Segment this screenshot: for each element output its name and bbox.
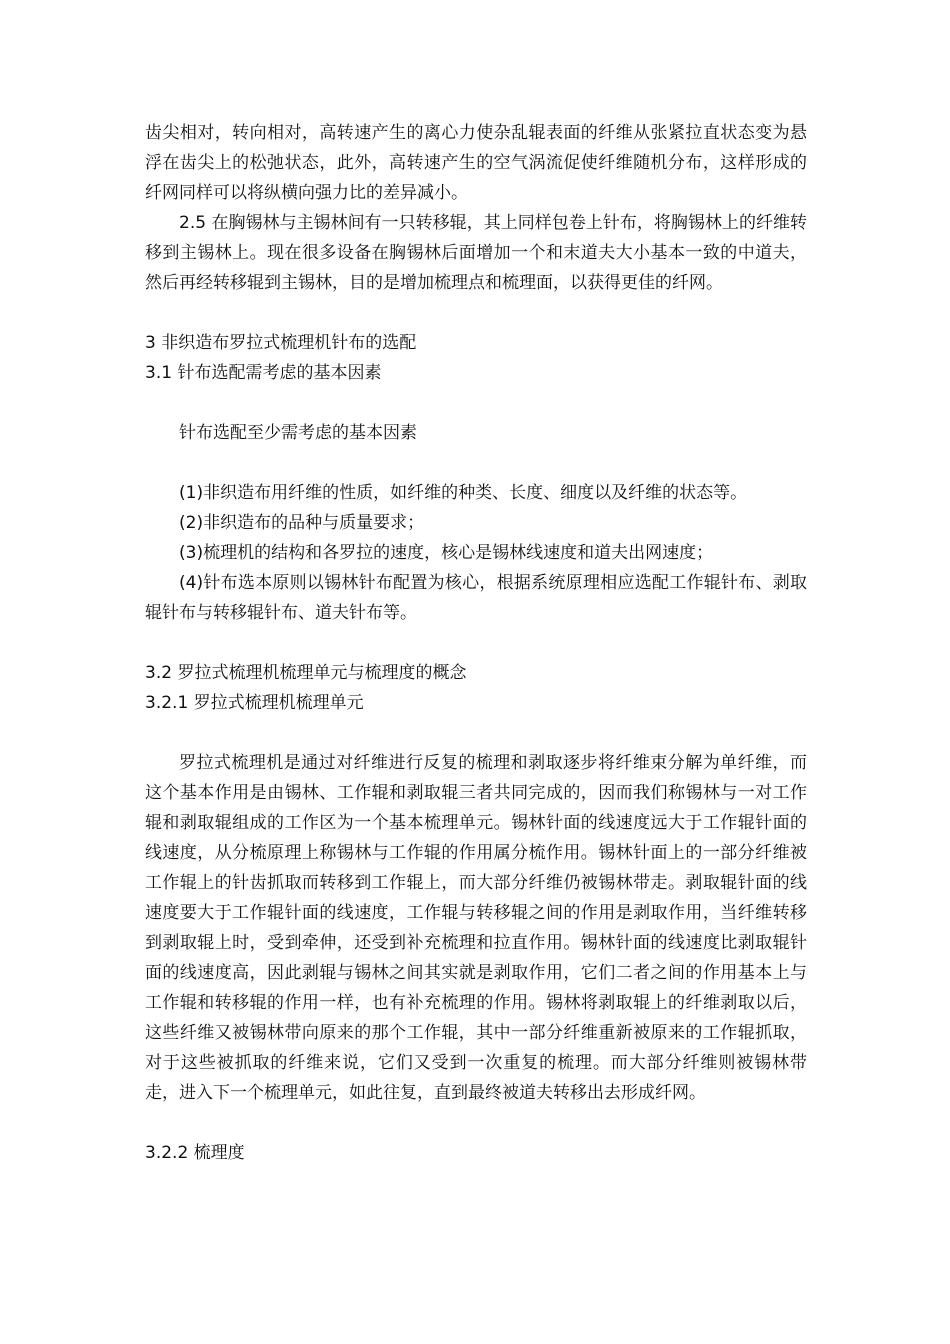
- section-heading-3-2-1: 3.2.1 罗拉式梳理机梳理单元: [145, 693, 364, 713]
- spacer: [145, 718, 807, 748]
- spacer: [145, 448, 807, 478]
- spacer: [145, 628, 807, 658]
- paragraph-3-2-1: 罗拉式梳理机是通过对纤维进行反复的梳理和剥取逐步将纤维束分解为单纤维，而这个基本作用是由锡林、工作辊和剥取辊三者共同完成的，因而我们称锡林与一对工作辊和剥取辊组成的工作区为一个基本梳理单元。锡林针面的线速度远大于工作辊针面的线速度，从分梳原理上称锡林与工作辊的作用属分梳作用。锡林针面上的一部分纤维被工作辊上的针齿抓取而转移到工作辊上，而大部分纤维仍被锡林带走。剥取辊针面的线速度要大于工作辊针面的线速度，工作辊与转移辊之间的作用是剥取作用，当纤维转移到剥取辊上时，受到牵伸，还受到补充梳理和拉直作用。锡林针面的线速度比剥取辊针面的线速度高，因此剥辊与锡林之间其实就是剥取作用，它们二者之间的作用基本上与工作辊和转移辊的作用一样，也有补充梳理的作用。锡林将剥取辊上的纤维剥取以后，这些纤维又被锡林带向原来的那个工作辊，其中一部分纤维重新被原来的工作辊抓取，对于这些被抓取的纤维来说，它们又受到一次重复的梳理。而大部分纤维则被锡林带走，进入下一个梳理单元，如此往复，直到最终被道夫转移出去形成纤网。: [145, 753, 807, 1103]
- document-body: [145, 118, 807, 1168]
- spacer: [145, 388, 807, 418]
- section-heading-3-2: 3.2 罗拉式梳理机梳理单元与梳理度的概念: [145, 663, 467, 683]
- section-heading-3: 3 非织造布罗拉式梳理机针布的选配: [145, 333, 417, 353]
- spacer: [145, 1108, 807, 1138]
- paragraph-intro: 齿尖相对，转向相对，高转速产生的离心力使杂乱辊表面的纤维从张紧拉直状态变为悬浮在齿尖上的松弛状态，此外，高转速产生的空气涡流促使纤维随机分布，这样形成的纤网同样可以将纵横向强力比的差异减小。: [145, 123, 807, 203]
- section-heading-3-2-2: 3.2.2 梳理度: [145, 1143, 245, 1163]
- spacer: [145, 298, 807, 328]
- section-heading-3-1: 3.1 针布选配需考虑的基本因素: [145, 363, 382, 383]
- list-item-2: (2)非织造布的品种与质量要求；: [179, 513, 425, 533]
- list-item-4: (4)针布选本原则以锡林针布配置为核心，根据系统原理相应选配工作辊针布、剥取辊针布与转移辊针布、道夫针布等。: [145, 573, 807, 623]
- paragraph-2-5: 2.5 在胸锡林与主锡林间有一只转移辊，其上同样包卷上针布，将胸锡林上的纤维转移到主锡林上。现在很多设备在胸锡林后面增加一个和末道夫大小基本一致的中道夫，然后再经转移辊到主锡林，目的是增加梳理点和梳理面，以获得更佳的纤网。: [145, 213, 807, 293]
- list-item-3: (3)梳理机的结构和各罗拉的速度，核心是锡林线速度和道夫出网速度；: [179, 543, 714, 563]
- list-item-1: (1)非织造布用纤维的性质，如纤维的种类、长度、细度以及纤维的状态等。: [179, 483, 748, 503]
- paragraph-3-1-intro: 针布选配至少需考虑的基本因素: [179, 423, 417, 443]
